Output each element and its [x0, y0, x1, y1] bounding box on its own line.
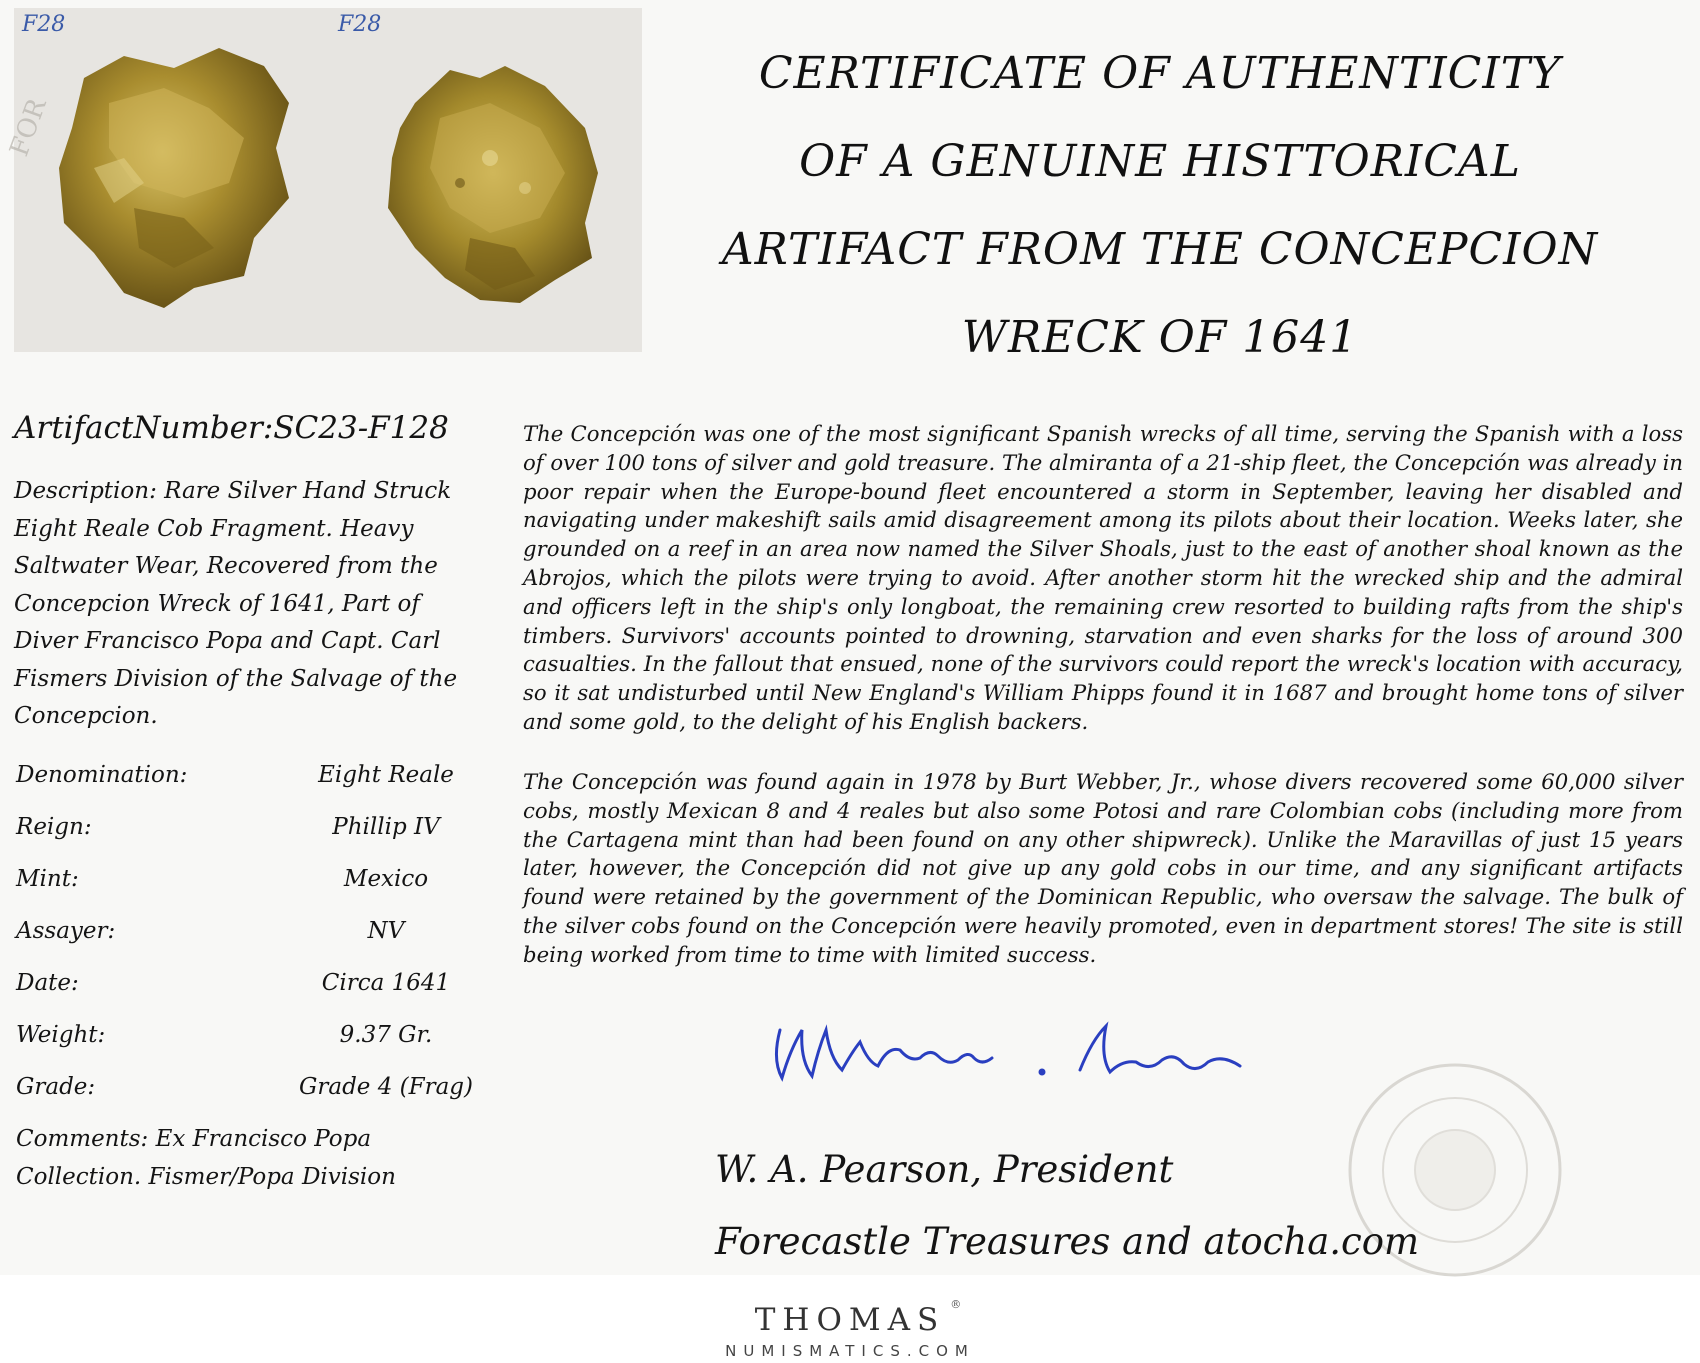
spec-label: Weight: [16, 1022, 106, 1048]
spec-value: Circa 1641 [321, 970, 451, 996]
registered-mark: ® [950, 1298, 962, 1311]
spec-label: Denomination: [16, 762, 188, 788]
spec-label: Grade: [16, 1074, 96, 1100]
brand-wordmark [754, 1298, 962, 1338]
signer-name: W. A. Pearson, President [715, 1148, 1174, 1191]
spec-value: Grade 4 (Frag) [298, 1074, 473, 1100]
brand-name: THOMAS [754, 1302, 946, 1338]
artifact-description: Description: Rare Silver Hand Struck Eight Reale Cob Fragment. Heavy Saltwater Wear, Recovered from the Concepcion Wreck of 1641, Part of Diver Francisco Popa and Capt. Carl Fismers Division of the Salvage of the Concepcion. [14, 478, 458, 729]
spec-value: Eight Reale [318, 762, 454, 788]
coin-fragment-obverse-image [4, 8, 330, 352]
spec-label: Mint: [16, 866, 79, 892]
spec-label: Date: [16, 970, 79, 996]
spec-row-date [16, 970, 486, 1010]
thomas-numismatics-logo [0, 1298, 1700, 1360]
spec-row-reign [16, 814, 486, 854]
spec-row-assayer [16, 918, 486, 958]
title-line: OF A GENUINE HISTTORICAL [799, 136, 1521, 187]
photo-label: F28 [338, 12, 382, 37]
spec-value: NV [367, 918, 405, 944]
spec-label: Assayer: [16, 918, 116, 944]
history-paragraph: The Concepción was one of the most significant Spanish wrecks of all time, serving the Spanish with a loss of over 100 tons of silver and gold treasure. The almiranta of a 21-ship fleet, the Concepción was already in poor repair when the Europe-bound fleet encountered a storm in September, leaving her disabled and navigating under makeshift sails amid disagreement among its pilots about their location. Weeks later, she grounded on a reef in an area now named the Silver Shoals, just to the east of another shoal known as the Abrojos, which the pilots were trying to avoid. After another storm hit the wrecked ship and the admiral and officers left in the ship's only longboat, the remaining crew resorted to building rafts from the ship's timbers. Survivors' accounts pointed to drowning, starvation and even sharks for the loss of around 300 casualties. In the fallout that ensued, none of the survivors could report the wreck's location with accuracy, so it sat undisturbed until New England's William Phipps found it in 1687 and brought home tons of silver and some gold, to the delight of his English backers. [523, 421, 1683, 734]
spec-label: Reign: [16, 814, 92, 840]
history-paragraph: The Concepción was found again in 1978 by Burt Webber, Jr., whose divers recovered some 60,000 silver cobs, mostly Mexican 8 and 4 reales but also some Potosi and rare Colombian cobs (including more from the Cartagena mint than had been found on any other shipwreck). Unlike the Maravillas of just 15 years later, however, the Concepción did not give up any gold cobs in our time, and any significant artifacts found were retained by the government of the Dominican Republic, who oversaw the salvage. The bulk of the silver cobs found on the Concepción were heavily promoted, even in department stores! The site is still being worked from time to time with limited success. [523, 769, 1683, 967]
spec-row-denomination [16, 762, 486, 802]
coin-photo-obverse [4, 8, 330, 352]
artifact-comments: Comments: Ex Francisco Popa Collection. Fismer/Popa Division [16, 1126, 396, 1190]
artifact-number: ArtifactNumber:SC23-F128 [14, 410, 449, 446]
signer-company: Forecastle Treasures and atocha.com [715, 1220, 1420, 1263]
spec-row-mint [16, 866, 486, 906]
handwritten-signature [760, 1000, 1280, 1100]
title-line: CERTIFICATE OF AUTHENTICITY [758, 48, 1562, 99]
spec-value: 9.37 Gr. [339, 1022, 433, 1048]
spec-value: Phillip IV [332, 814, 440, 840]
coin-fragment-reverse-image [330, 8, 642, 352]
title-line: WRECK OF 1641 [961, 312, 1359, 363]
coin-photo-reverse [330, 8, 642, 352]
spec-value: Mexico [343, 866, 429, 892]
spec-row-weight [16, 1022, 486, 1062]
brand-subtitle: NUMISMATICS.COM [725, 1342, 975, 1360]
photo-label: F28 [22, 12, 66, 37]
title-line: ARTIFACT FROM THE CONCEPCION [721, 224, 1599, 275]
certificate-title [655, 30, 1665, 382]
svg-text:FOR: FOR [4, 94, 53, 161]
spec-row-grade [16, 1074, 486, 1114]
